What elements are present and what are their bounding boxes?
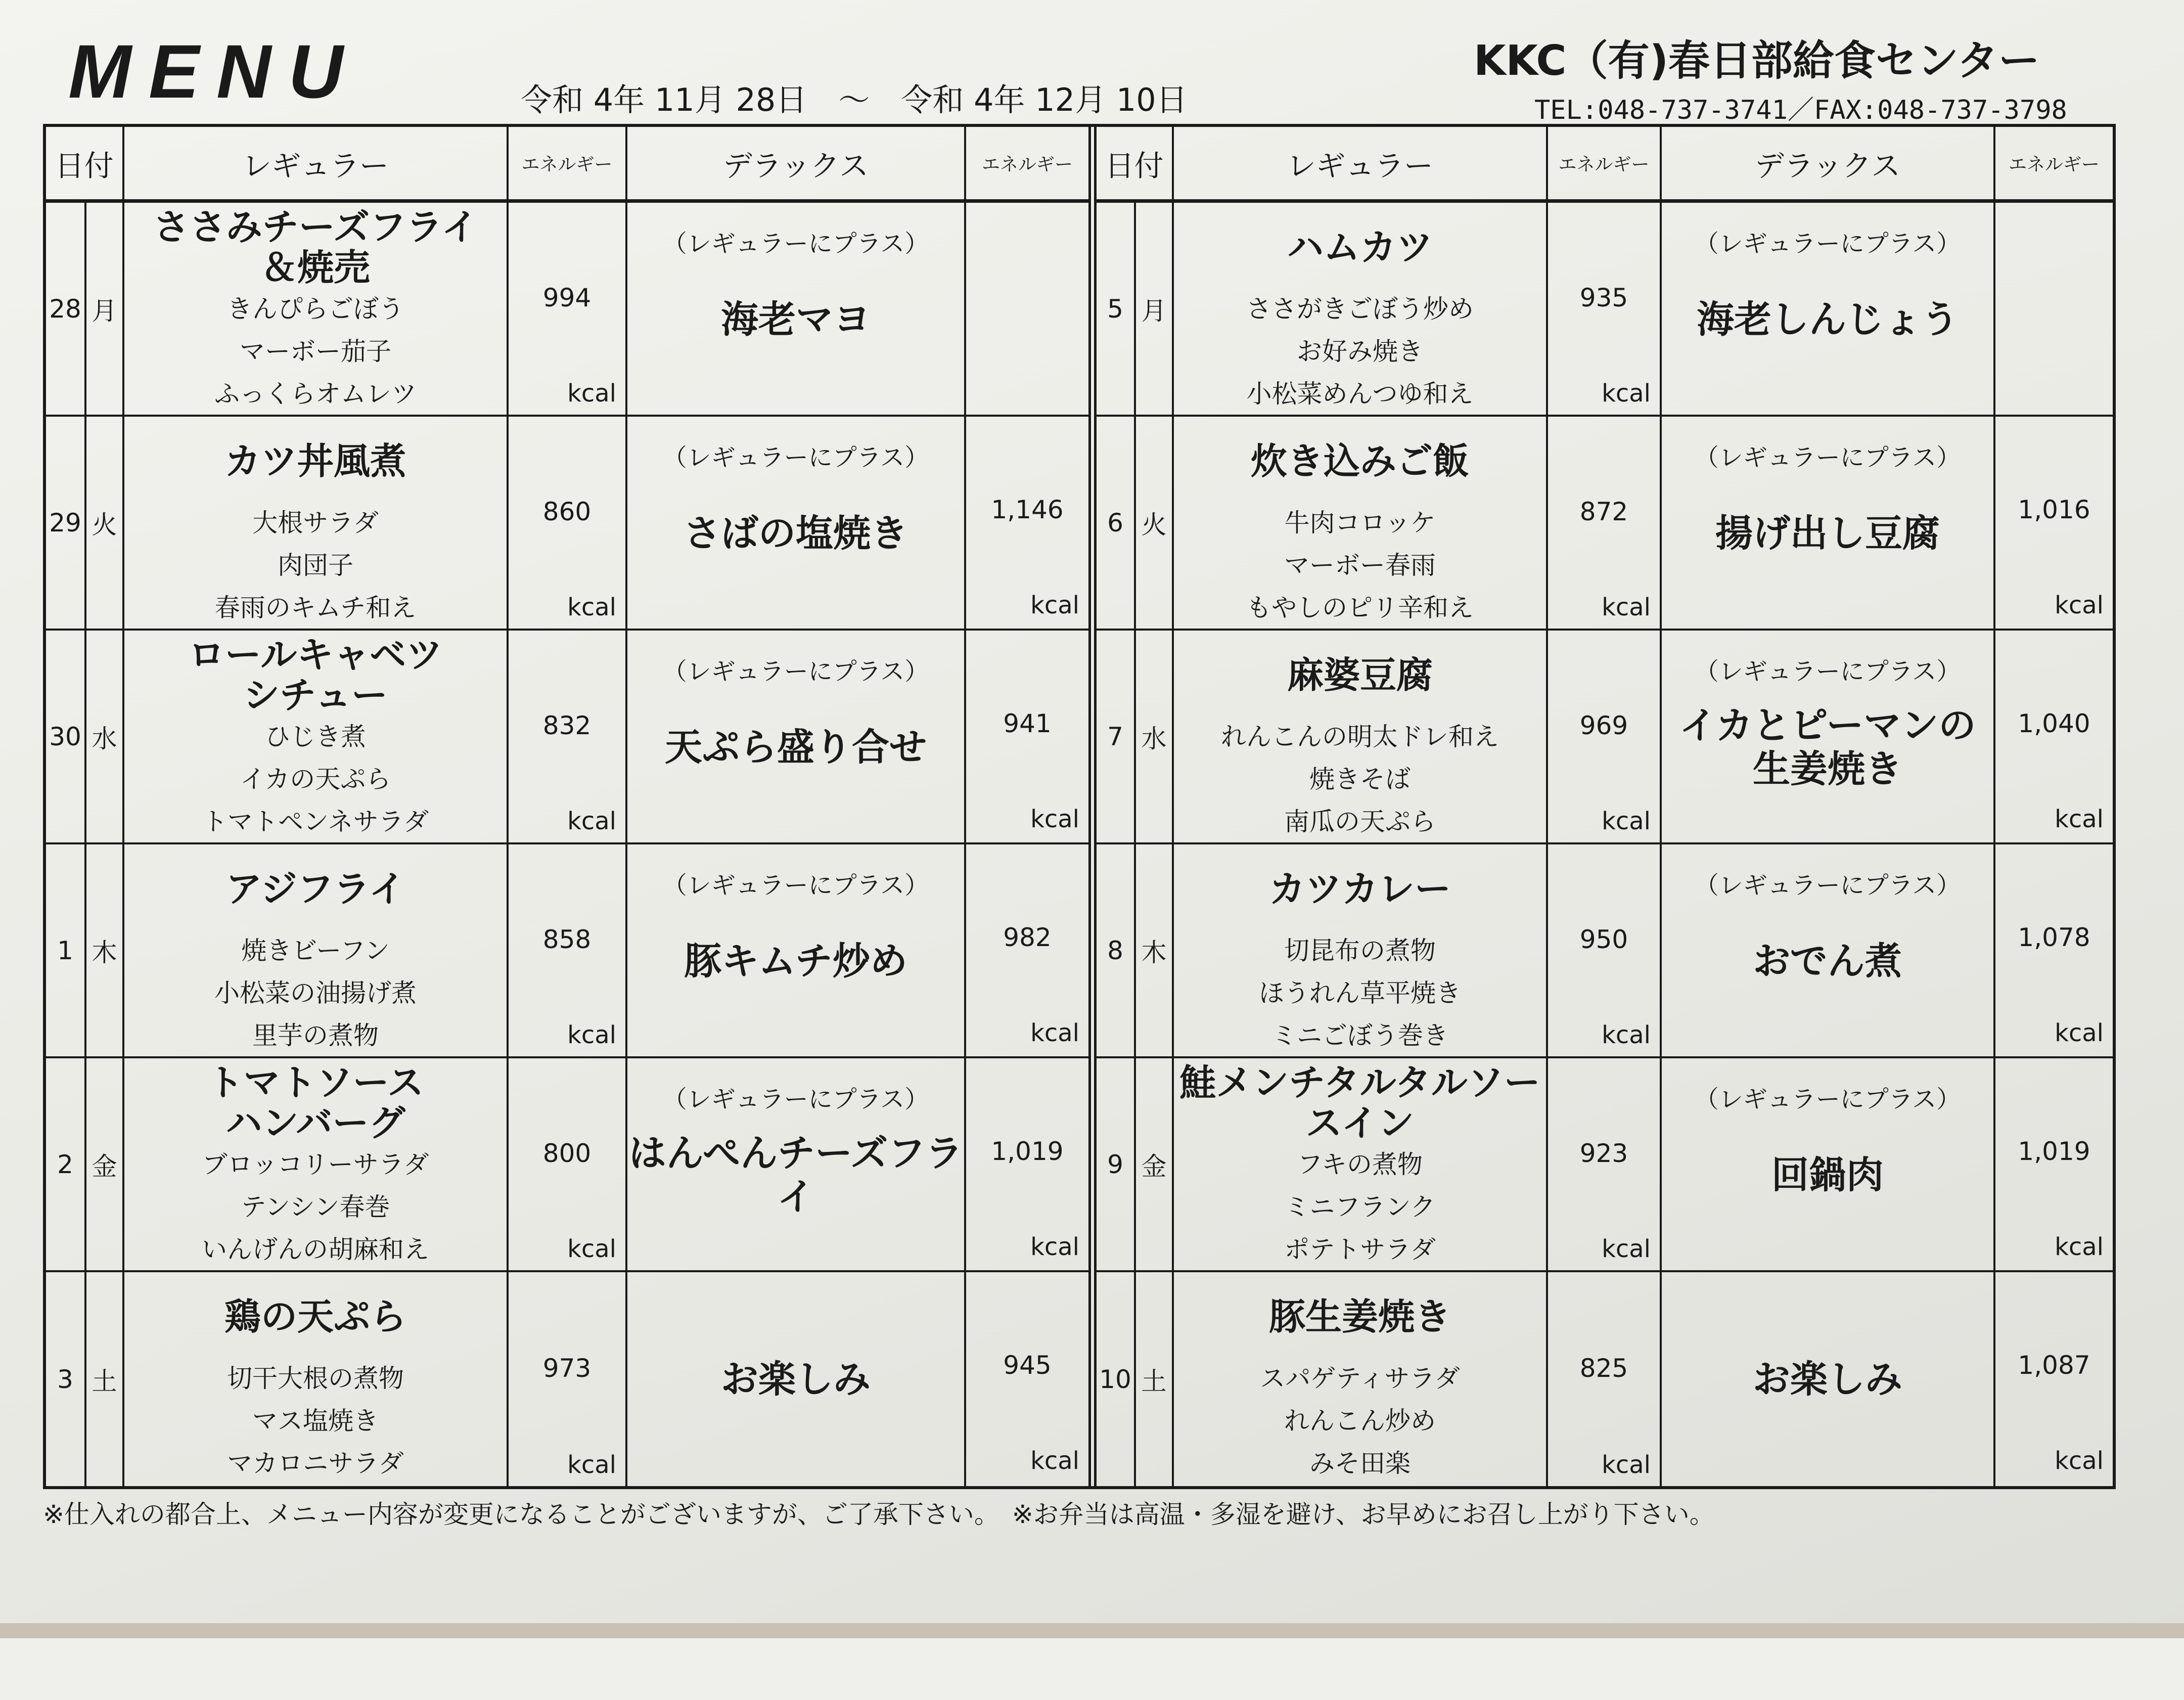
regular-menu — [124, 631, 509, 842]
regular-header: レギュラー — [124, 127, 509, 199]
plus-regular-note: （レギュラーにプラス） — [1694, 1085, 1961, 1113]
plus-regular-note: （レギュラーにプラス） — [662, 657, 929, 686]
side-dish: れんこん炒め — [1284, 1406, 1436, 1436]
deluxe-dish: お楽しみ — [721, 1357, 871, 1401]
deluxe-dish: 天ぷら盛り合せ — [665, 725, 927, 769]
energy-value: 935 — [1579, 283, 1628, 313]
kcal-unit: kcal — [1030, 1447, 1079, 1475]
regular-energy — [1548, 417, 1662, 629]
regular-energy — [1548, 1272, 1662, 1486]
energy-header: エネルギー — [2008, 154, 2100, 175]
date-number: 30 — [46, 631, 86, 842]
kcal-unit: kcal — [1030, 1233, 1079, 1261]
plus-regular-note: （レギュラーにプラス） — [1694, 871, 1961, 900]
deluxe-menu — [1662, 417, 1995, 629]
side-dish: ふっくらオムレツ — [214, 379, 417, 409]
kcal-unit: kcal — [1602, 379, 1651, 408]
side-dish: きんぴらごぼう — [227, 294, 404, 324]
side-dish: トマトペンネサラダ — [202, 807, 429, 836]
date-header: 日付 — [46, 127, 124, 199]
side-dish: 里芋の煮物 — [252, 1021, 379, 1050]
side-dish: 小松菜めんつゆ和え — [1246, 379, 1474, 409]
energy-value: 1,146 — [991, 495, 1064, 525]
regular-energy — [1548, 631, 1662, 842]
plus-regular-note: （レギュラーにプラス） — [1694, 443, 1961, 472]
deluxe-header: デラックス — [627, 127, 966, 199]
side-dish: ひじき煮 — [265, 722, 366, 751]
energy-value: 1,087 — [2018, 1351, 2090, 1380]
kcal-unit: kcal — [567, 379, 616, 408]
weekday: 金 — [1136, 1058, 1174, 1270]
regular-energy — [509, 1272, 627, 1486]
kcal-unit: kcal — [1602, 807, 1651, 835]
kcal-unit: kcal — [1030, 805, 1079, 833]
energy-header: エネルギー — [1548, 127, 1662, 199]
side-dish: 春雨のキムチ和え — [214, 593, 417, 622]
regular-main-dish: 鶏の天ぷら — [224, 1295, 406, 1338]
deluxe-dish: 豚キムチ炒め — [684, 939, 907, 983]
energy-value: 832 — [542, 711, 592, 741]
deluxe-dish: お楽しみ — [1753, 1357, 1902, 1401]
regular-energy — [509, 844, 627, 1056]
regular-energy — [1548, 844, 1662, 1056]
side-dish: 肉団子 — [278, 551, 353, 580]
regular-main-dish: アジフライ — [225, 868, 405, 910]
regular-energy — [1548, 203, 1662, 415]
deluxe-menu — [1662, 1058, 1995, 1270]
side-dish: マーボー茄子 — [240, 337, 391, 366]
regular-menu — [1174, 844, 1548, 1056]
kcal-unit: kcal — [567, 1451, 616, 1479]
regular-energy — [509, 631, 627, 842]
company-contact: TEL:048-737-3741／FAX:048-737-3798 — [1534, 95, 2067, 125]
plus-regular-note: （レギュラーにプラス） — [662, 1085, 929, 1113]
regular-main-dish: 鮭メンチタルタルソースイン — [1179, 1061, 1540, 1144]
kcal-unit: kcal — [2055, 591, 2104, 619]
menu-table — [43, 124, 2116, 1489]
regular-menu — [1174, 1058, 1548, 1270]
energy-value: 872 — [1579, 497, 1628, 527]
date-number: 10 — [1097, 1272, 1136, 1486]
regular-menu — [1174, 417, 1548, 629]
weekday: 土 — [1136, 1272, 1174, 1486]
center-divider — [1088, 127, 1097, 1486]
deluxe-menu — [627, 631, 966, 842]
energy-value: 1,019 — [991, 1137, 1064, 1167]
kcal-unit: kcal — [1030, 591, 1079, 619]
date-number: 1 — [46, 844, 86, 1056]
energy-value: 858 — [542, 925, 592, 955]
weekday: 水 — [1136, 631, 1174, 842]
deluxe-menu — [627, 203, 966, 415]
deluxe-dish: イカとピーマンの 生姜焼き — [1679, 703, 1976, 791]
regular-menu — [1174, 631, 1548, 842]
energy-header: エネルギー — [981, 154, 1073, 175]
weekday: 金 — [86, 1058, 124, 1270]
kcal-unit: kcal — [567, 1235, 616, 1263]
energy-value: 941 — [1003, 709, 1052, 739]
energy-value: 825 — [1579, 1353, 1628, 1383]
date-number: 29 — [46, 417, 86, 629]
date-number: 7 — [1097, 631, 1136, 842]
plus-regular-note: （レギュラーにプラス） — [662, 871, 929, 900]
date-number: 8 — [1097, 844, 1136, 1056]
weekday: 土 — [86, 1272, 124, 1486]
deluxe-dish: 回鍋肉 — [1771, 1153, 1884, 1197]
regular-main-dish: 豚生姜焼き — [1268, 1295, 1451, 1338]
date-number: 5 — [1097, 203, 1136, 415]
menu-table-right-half — [1097, 127, 2113, 1486]
company-name: KKC（有)春日部給食センター — [1474, 37, 2040, 85]
side-dish: 切昆布の煮物 — [1284, 936, 1436, 965]
energy-value: 994 — [542, 283, 592, 313]
side-dish: ポテトサラダ — [1284, 1235, 1436, 1264]
deluxe-menu — [627, 844, 966, 1056]
regular-energy — [1548, 1058, 1662, 1270]
side-dish: 南瓜の天ぷら — [1284, 807, 1436, 836]
regular-menu — [124, 844, 509, 1056]
menu-period: 令和 4年 11月 28日 ～ 令和 4年 12月 10日 — [521, 81, 1188, 118]
side-dish: ミニごぼう巻き — [1271, 1021, 1448, 1050]
side-dish: 焼きそば — [1309, 765, 1410, 794]
deluxe-menu — [1662, 844, 1995, 1056]
side-dish: イカの天ぷら — [240, 765, 391, 794]
regular-energy — [509, 417, 627, 629]
regular-menu — [124, 1272, 509, 1486]
kcal-unit: kcal — [567, 1021, 616, 1049]
deluxe-dish: さばの塩焼き — [684, 511, 908, 555]
plus-regular-note: （レギュラーにプラス） — [1694, 230, 1961, 258]
side-dish: 小松菜の油揚げ煮 — [214, 978, 417, 1008]
side-dish: いんげんの胡麻和え — [202, 1235, 429, 1264]
side-dish: テンシン春巻 — [241, 1192, 390, 1222]
energy-value: 1,078 — [2018, 923, 2090, 953]
weekday: 木 — [86, 844, 124, 1056]
regular-header: レギュラー — [1174, 127, 1548, 199]
weekday: 月 — [86, 203, 124, 415]
weekday: 木 — [1136, 844, 1174, 1056]
energy-value: 973 — [542, 1353, 592, 1383]
weekday: 月 — [1136, 203, 1174, 415]
kcal-unit: kcal — [567, 593, 616, 621]
side-dish: れんこんの明太ドレ和え — [1221, 722, 1499, 751]
deluxe-menu — [1662, 1272, 1995, 1486]
kcal-unit: kcal — [1602, 1021, 1651, 1049]
deluxe-dish: 揚げ出し豆腐 — [1715, 511, 1940, 555]
energy-value: 1,019 — [2018, 1137, 2090, 1167]
date-number: 2 — [46, 1058, 86, 1270]
plus-regular-note: （レギュラーにプラス） — [662, 443, 929, 472]
energy-header: エネルギー — [509, 127, 627, 199]
footnote: ※仕入れの都合上、メニュー内容が変更になることがございますが、ご了承下さい。 ※お弁当は高温・多湿を避け、お早めにお召し上がり下さい。 — [43, 1500, 1715, 1529]
side-dish: ブロッコリーサラダ — [202, 1150, 429, 1179]
kcal-unit: kcal — [1030, 1019, 1079, 1047]
kcal-unit: kcal — [2055, 1447, 2104, 1475]
deluxe-dish: おでん煮 — [1753, 939, 1902, 983]
deluxe-dish: 海老マヨ — [721, 297, 871, 341]
regular-menu — [1174, 203, 1548, 415]
side-dish: お好み焼き — [1297, 337, 1423, 366]
deluxe-menu — [627, 1058, 966, 1270]
regular-menu — [1174, 1272, 1548, 1486]
energy-value: 860 — [542, 497, 592, 527]
kcal-unit: kcal — [2055, 805, 2104, 833]
side-dish: みそ田楽 — [1309, 1449, 1410, 1478]
energy-value: 982 — [1003, 923, 1052, 953]
energy-value: 1,040 — [2018, 709, 2090, 739]
regular-energy — [509, 203, 627, 415]
menu-table-left-half — [46, 127, 1088, 1486]
regular-energy — [509, 1058, 627, 1270]
side-dish: ささがきごぼう炒め — [1246, 294, 1474, 324]
plus-regular-note: （レギュラーにプラス） — [1694, 657, 1961, 686]
header-row — [1097, 127, 2113, 203]
side-dish: マーボー春雨 — [1284, 551, 1436, 580]
date-number: 6 — [1097, 417, 1136, 629]
kcal-unit: kcal — [567, 807, 616, 835]
kcal-unit: kcal — [1602, 1451, 1651, 1479]
side-dish: 牛肉コロッケ — [1284, 508, 1436, 538]
deluxe-dish: はんぺんチーズフライ — [628, 1131, 963, 1219]
regular-menu — [124, 1058, 509, 1270]
deluxe-menu — [627, 417, 966, 629]
side-dish: マカロニサラダ — [227, 1449, 404, 1478]
regular-main-dish: カツ丼風煮 — [224, 440, 406, 482]
header-row — [46, 127, 1088, 203]
weekday: 火 — [1136, 417, 1174, 629]
regular-main-dish: カツカレー — [1268, 868, 1451, 910]
weekday: 水 — [86, 631, 124, 842]
regular-menu — [124, 417, 509, 629]
regular-main-dish: 炊き込みご飯 — [1250, 440, 1469, 482]
regular-main-dish: ロールキャベツ シチュー — [188, 634, 443, 717]
side-dish: マス塩焼き — [252, 1406, 379, 1436]
date-number: 9 — [1097, 1058, 1136, 1270]
energy-value: 950 — [1579, 925, 1628, 955]
regular-main-dish: ささみチーズフライ ＆焼売 — [153, 206, 478, 289]
date-number: 3 — [46, 1272, 86, 1486]
deluxe-menu — [1662, 203, 1995, 415]
side-dish: もやしのピリ辛和え — [1246, 593, 1474, 622]
menu-title: MENU — [68, 29, 360, 114]
energy-value: 923 — [1579, 1139, 1628, 1169]
deluxe-header: デラックス — [1662, 127, 1995, 199]
regular-main-dish: トマトソース ハンバーグ — [207, 1061, 424, 1144]
day-row — [46, 1272, 1088, 1486]
side-dish: フキの煮物 — [1297, 1150, 1423, 1179]
regular-main-dish: 麻婆豆腐 — [1287, 654, 1433, 696]
table-surface — [0, 1623, 2184, 1638]
energy-value: 945 — [1003, 1351, 1052, 1380]
deluxe-menu — [1662, 631, 1995, 842]
kcal-unit: kcal — [1602, 1235, 1651, 1263]
side-dish: スパゲティサラダ — [1260, 1364, 1460, 1393]
kcal-unit: kcal — [2055, 1233, 2104, 1261]
side-dish: 焼きビーフン — [241, 936, 390, 965]
date-header: 日付 — [1097, 127, 1174, 199]
deluxe-menu — [627, 1272, 966, 1486]
regular-menu — [124, 203, 509, 415]
day-row — [1097, 1272, 2113, 1486]
kcal-unit: kcal — [2055, 1019, 2104, 1047]
energy-value: 800 — [542, 1139, 592, 1169]
regular-main-dish: ハムカツ — [1287, 226, 1433, 269]
side-dish: 切干大根の煮物 — [227, 1364, 404, 1393]
weekday: 火 — [86, 417, 124, 629]
kcal-unit: kcal — [1602, 593, 1651, 621]
deluxe-dish: 海老しんじょう — [1697, 297, 1959, 341]
plus-regular-note: （レギュラーにプラス） — [662, 230, 929, 258]
deluxe-energy — [1995, 1486, 2113, 1700]
side-dish: ミニフランク — [1284, 1192, 1436, 1222]
energy-value: 1,016 — [2018, 495, 2090, 525]
side-dish: ほうれん草平焼き — [1259, 978, 1461, 1008]
side-dish: 大根サラダ — [252, 508, 379, 538]
date-number: 28 — [46, 203, 86, 415]
energy-value: 969 — [1579, 711, 1628, 741]
